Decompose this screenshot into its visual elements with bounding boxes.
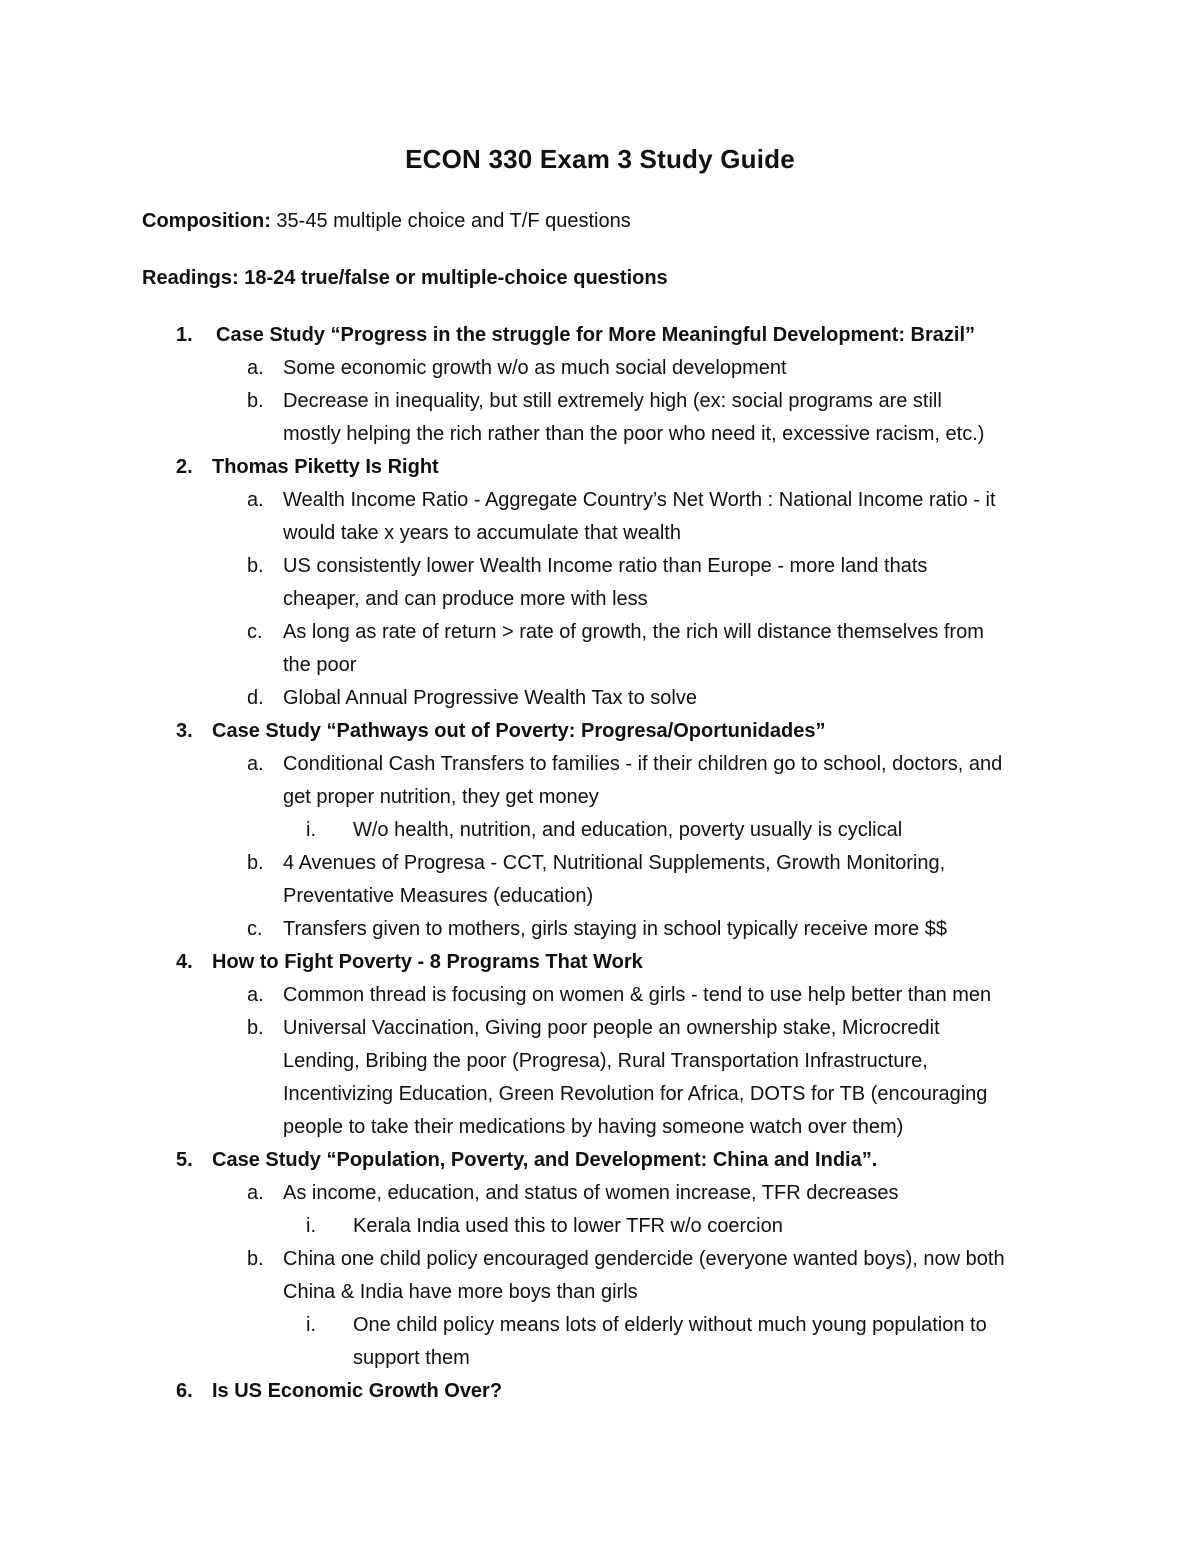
section-number: 5. <box>176 1149 193 1171</box>
item-marker: b. <box>247 555 264 577</box>
item-line: would take x years to accumulate that wealth <box>283 522 681 544</box>
item-marker: b. <box>247 852 264 874</box>
item-line: Wealth Income Ratio - Aggregate Country’s Net Worth : National Income ratio - it <box>283 489 996 511</box>
section-number: 6. <box>176 1380 193 1402</box>
item-marker: b. <box>247 1017 264 1039</box>
item-line: Decrease in inequality, but still extremely high (ex: social programs are still <box>283 390 942 412</box>
subitem-marker: i. <box>306 1215 316 1237</box>
item-marker: a. <box>247 1182 264 1204</box>
item-line: get proper nutrition, they get money <box>283 786 599 808</box>
item-line: Some economic growth w/o as much social development <box>283 357 787 379</box>
item-line: China & India have more boys than girls <box>283 1281 638 1303</box>
composition-label: Composition: <box>142 210 271 232</box>
item-line: Transfers given to mothers, girls staying in school typically receive more $$ <box>283 918 947 940</box>
item-line: Lending, Bribing the poor (Progresa), Rural Transportation Infrastructure, <box>283 1050 928 1072</box>
item-line: Universal Vaccination, Giving poor people an ownership stake, Microcredit <box>283 1017 940 1039</box>
subitem-line: W/o health, nutrition, and education, poverty usually is cyclical <box>353 819 903 841</box>
subitem-line: support them <box>353 1347 470 1369</box>
item-line: Preventative Measures (education) <box>283 885 594 907</box>
item-marker: d. <box>247 687 264 709</box>
item-line: Global Annual Progressive Wealth Tax to solve <box>283 687 697 709</box>
subitem-marker: i. <box>306 1314 316 1336</box>
document-title: ECON 330 Exam 3 Study Guide <box>405 144 795 174</box>
subitem-line: Kerala India used this to lower TFR w/o coercion <box>353 1215 783 1237</box>
item-line: people to take their medications by having someone watch over them) <box>283 1116 904 1138</box>
item-line: 4 Avenues of Progresa - CCT, Nutritional Supplements, Growth Monitoring, <box>283 852 946 874</box>
item-marker: a. <box>247 753 264 775</box>
section-heading: Case Study “Progress in the struggle for More Meaningful Development: Brazil” <box>216 324 976 346</box>
section-number: 4. <box>176 951 193 973</box>
item-marker: a. <box>247 357 264 379</box>
section-heading: How to Fight Poverty - 8 Programs That Work <box>212 951 643 973</box>
composition-line <box>142 206 631 236</box>
composition-text: 35-45 multiple choice and T/F questions <box>270 210 631 232</box>
item-line: Conditional Cash Transfers to families - if their children go to school, doctors, and <box>283 753 1003 775</box>
readings-line: Readings: 18-24 true/false or multiple-choice questions <box>142 267 668 289</box>
item-line: As income, education, and status of women increase, TFR decreases <box>283 1182 899 1204</box>
item-line: Common thread is focusing on women & girls - tend to use help better than men <box>283 984 992 1006</box>
item-marker: b. <box>247 390 264 412</box>
section-heading: Is US Economic Growth Over? <box>212 1380 503 1402</box>
item-marker: c. <box>247 621 263 643</box>
item-line: US consistently lower Wealth Income ratio than Europe - more land thats <box>283 555 928 577</box>
item-line: mostly helping the rich rather than the poor who need it, excessive racism, etc.) <box>283 423 985 445</box>
item-line: the poor <box>283 654 357 676</box>
item-line: China one child policy encouraged gendercide (everyone wanted boys), now both <box>283 1248 1005 1270</box>
section-heading: Case Study “Pathways out of Poverty: Progresa/Oportunidades” <box>212 720 826 742</box>
item-line: As long as rate of return > rate of growth, the rich will distance themselves from <box>283 621 984 643</box>
subitem-line: One child policy means lots of elderly without much young population to <box>353 1314 987 1336</box>
item-marker: a. <box>247 984 264 1006</box>
item-line: cheaper, and can produce more with less <box>283 588 648 610</box>
item-marker: b. <box>247 1248 264 1270</box>
section-number: 1. <box>176 324 193 346</box>
item-marker: a. <box>247 489 264 511</box>
subitem-marker: i. <box>306 819 316 841</box>
item-line: Incentivizing Education, Green Revolution for Africa, DOTS for TB (encouraging <box>283 1083 988 1105</box>
item-marker: c. <box>247 918 263 940</box>
section-heading: Case Study “Population, Poverty, and Development: China and India”. <box>212 1149 878 1171</box>
section-heading: Thomas Piketty Is Right <box>212 456 439 478</box>
section-number: 3. <box>176 720 193 742</box>
section-number: 2. <box>176 456 193 478</box>
